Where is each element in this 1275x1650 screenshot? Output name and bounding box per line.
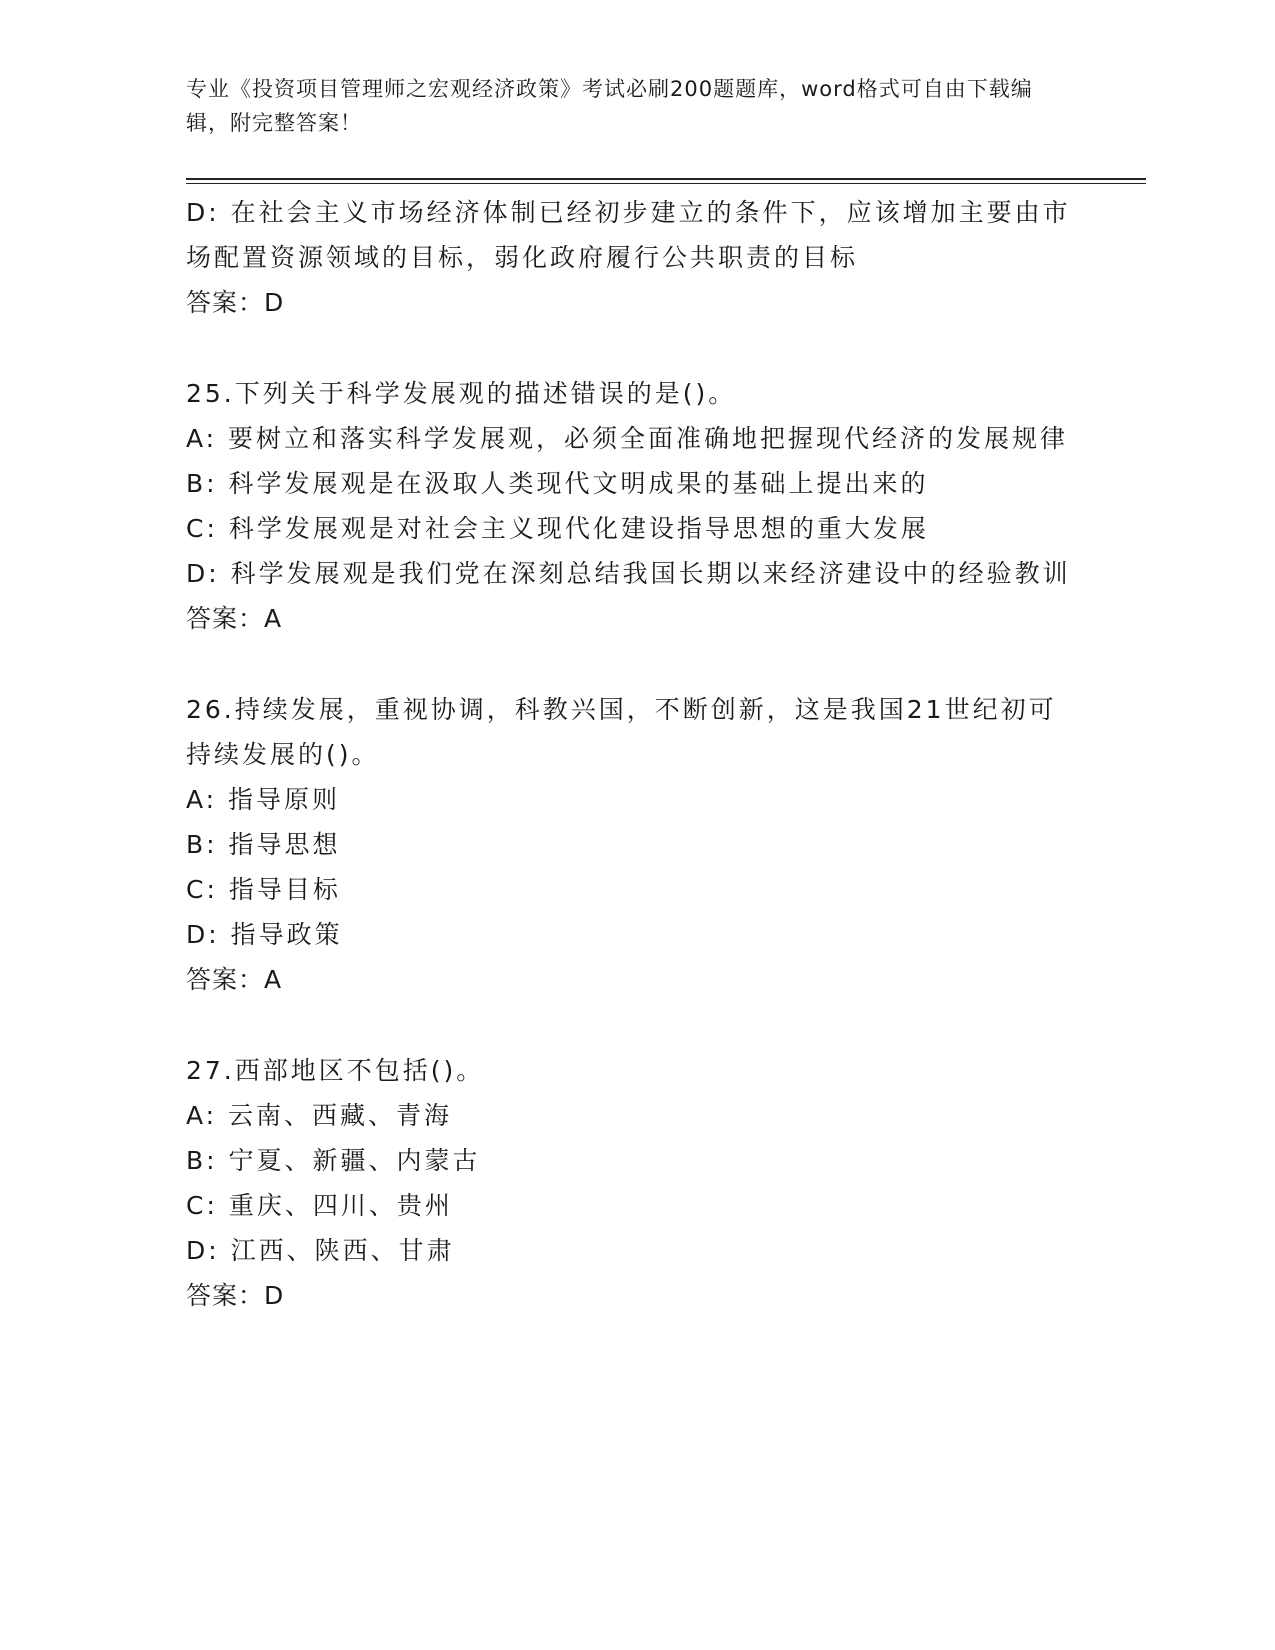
document-header: 专业《投资项目管理师之宏观经济政策》考试必刷200题题库，word格式可自由下载编辑，附完整答案！ xyxy=(186,77,1033,135)
option-b: B: 宁夏、新疆、内蒙古 xyxy=(186,1146,481,1175)
option-c: C: 指导目标 xyxy=(186,875,341,904)
option-a: A: 要树立和落实科学发展观，必须全面准确地把握现代经济的发展规律 xyxy=(186,424,1069,453)
option-a: A: 云南、西藏、青海 xyxy=(186,1101,453,1130)
option-d: D: 指导政策 xyxy=(186,920,343,949)
answer: 答案：A xyxy=(186,965,283,994)
question-stem: 27.西部地区不包括()。 xyxy=(186,1056,485,1085)
question-stem: 25.下列关于科学发展观的描述错误的是()。 xyxy=(186,379,737,408)
header-rule-thin xyxy=(186,183,1146,184)
option-c: C: 科学发展观是对社会主义现代化建设指导思想的重大发展 xyxy=(186,514,929,543)
option-c: C: 重庆、四川、贵州 xyxy=(186,1191,453,1220)
option-b: B: 指导思想 xyxy=(186,830,341,859)
spacer xyxy=(186,325,1076,371)
prev-option-d: D: 在社会主义市场经济体制已经初步建立的条件下，应该增加主要由市场配置资源领域的目标，弱化政府履行公共职责的目标 xyxy=(186,198,1071,272)
header-rule-thick xyxy=(186,178,1146,180)
prev-answer: 答案：D xyxy=(186,288,285,317)
answer: 答案：D xyxy=(186,1281,285,1310)
question-27 xyxy=(186,1048,1076,1318)
question-25 xyxy=(186,371,1076,641)
option-d: D: 江西、陕西、甘肃 xyxy=(186,1236,455,1265)
question-content xyxy=(186,190,1076,1318)
question-stem: 26.持续发展，重视协调，科教兴国，不断创新，这是我国21世纪初可持续发展的()。 xyxy=(186,695,1057,769)
answer: 答案：A xyxy=(186,604,283,633)
option-b: B: 科学发展观是在汲取人类现代文明成果的基础上提出来的 xyxy=(186,469,929,498)
question-26 xyxy=(186,687,1076,1002)
option-a: A: 指导原则 xyxy=(186,785,341,814)
option-d: D: 科学发展观是我们党在深刻总结我国长期以来经济建设中的经验教训 xyxy=(186,559,1071,588)
spacer xyxy=(186,1002,1076,1048)
spacer xyxy=(186,641,1076,687)
